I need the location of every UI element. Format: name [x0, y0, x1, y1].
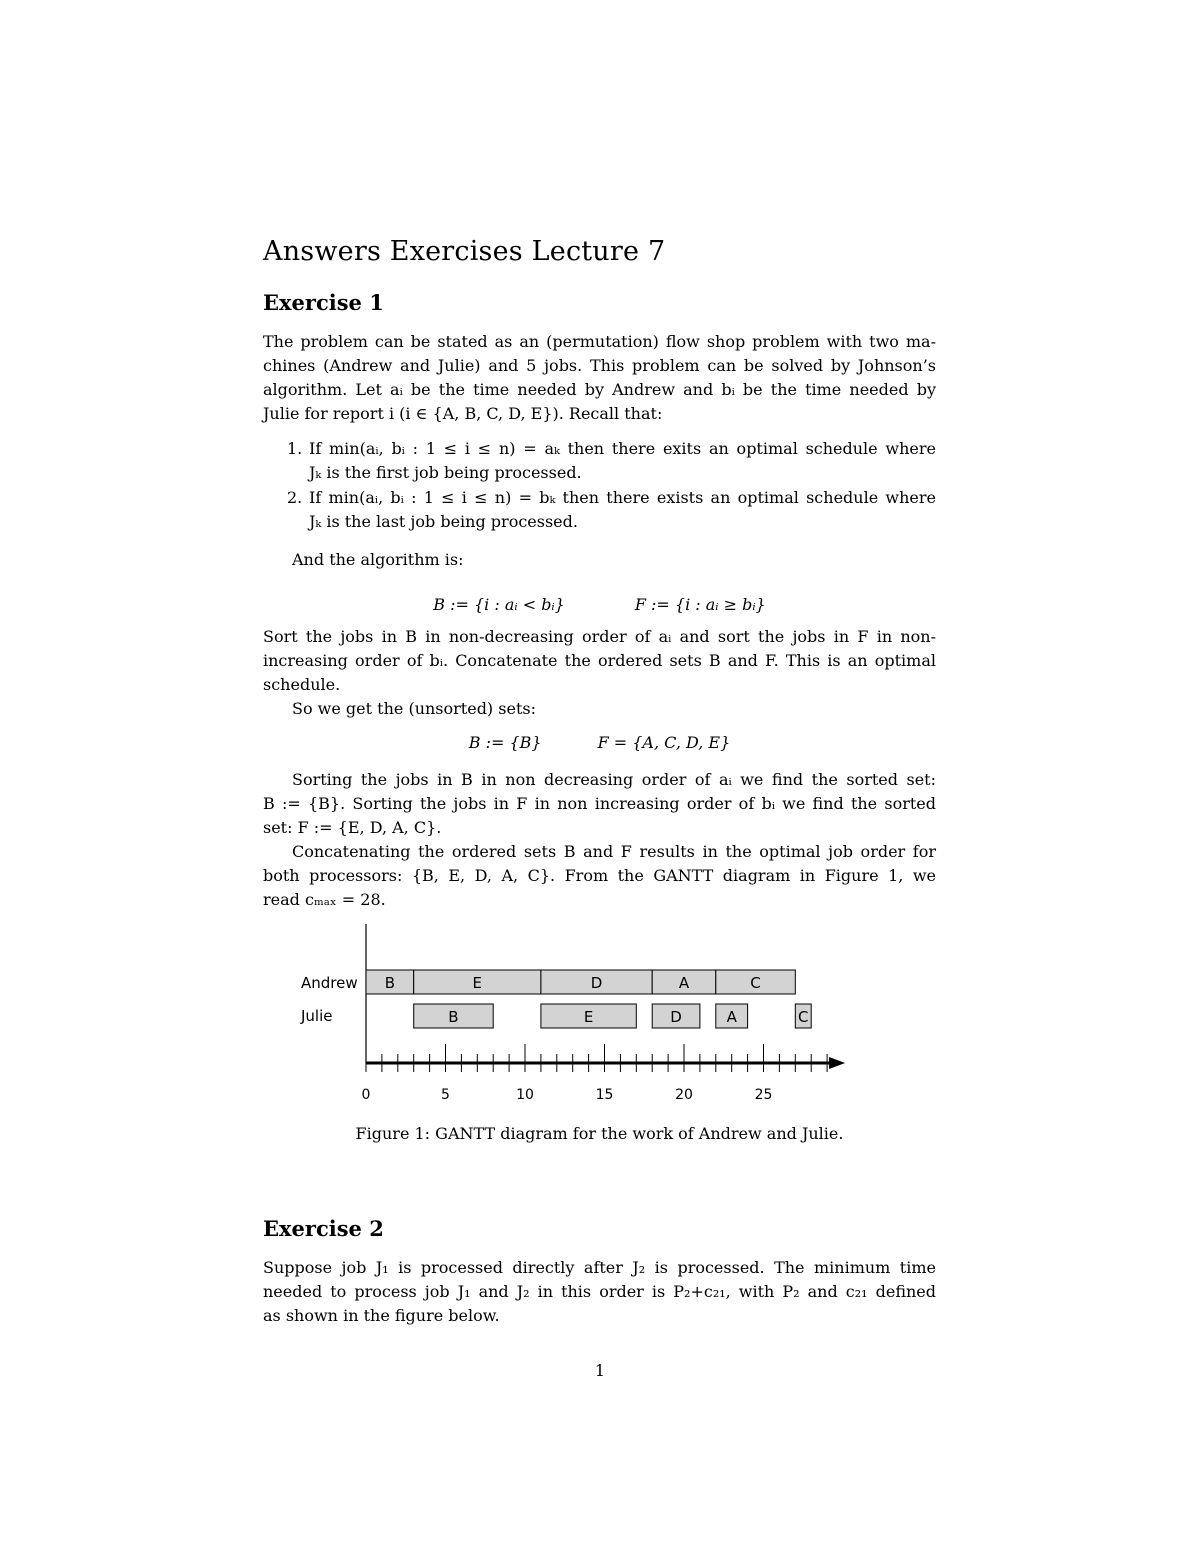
exercise-1-intro-line-1: The problem can be stated as an (permutation) flow shop problem with two ma-: [263, 332, 936, 351]
algorithm-intro: And the algorithm is:: [292, 550, 464, 569]
figure-caption: Figure 1: GANTT diagram for the work of Andrew and Julie.: [355, 1124, 844, 1143]
bar-label: A: [678, 974, 690, 992]
tick-label: 20: [675, 1087, 693, 1103]
sort-line-3: schedule.: [263, 675, 341, 694]
bar-label: B: [448, 1008, 459, 1026]
exercise-1-intro-line-4: Julie for report i (i ∈ {A, B, C, D, E}). Recall that:: [263, 404, 663, 423]
exercise-2-line-1: Suppose job J₁ is processed directly after J₂ is processed. The minimum time: [263, 1258, 936, 1277]
list-item-line: If min(aᵢ, bᵢ : 1 ≤ i ≤ n) = bₖ then there exists an optimal schedule where: [309, 488, 936, 507]
page-number: 1: [594, 1361, 606, 1380]
bar-label: D: [670, 1008, 682, 1026]
bar-label: C: [750, 974, 761, 992]
tick-label: 0: [361, 1087, 371, 1103]
bar-label: A: [726, 1008, 737, 1026]
exercise-2-heading: Exercise 2: [263, 1216, 384, 1241]
concat-line-1: Concatenating the ordered sets B and F results in the optimal job order for: [292, 842, 936, 861]
exercise-2-line-2: needed to process job J₁ and J₂ in this order is P₂+c₂₁, with P₂ and c₂₁ defined: [263, 1282, 936, 1301]
exercise-1-intro-line-3: algorithm. Let aᵢ be the time needed by Andrew and bᵢ be the time needed by: [263, 380, 936, 399]
sorting-line-1: Sorting the jobs in B in non decreasing order of aᵢ we find the sorted set:: [292, 770, 936, 789]
row-label: Julie: [301, 1007, 333, 1025]
x-axis-arrow: [829, 1057, 845, 1069]
formula-b: B := {i : aᵢ < bᵢ}: [433, 595, 565, 614]
list-item-line: Jₖ is the last job being processed.: [309, 512, 578, 531]
unsorted-intro: So we get the (unsorted) sets:: [292, 699, 536, 718]
tick-label: 10: [516, 1087, 534, 1103]
exercise-1-heading: Exercise 1: [263, 290, 384, 315]
concat-line-2: both processors: {B, E, D, A, C}. From the GANTT diagram in Figure 1, we: [263, 866, 936, 885]
sort-line-2: increasing order of bᵢ. Concatenate the ordered sets B and F. This is an optimal: [263, 651, 936, 670]
list-item-line: Jₖ is the first job being processed.: [309, 463, 582, 482]
exercise-1-intro-line-2: chines (Andrew and Julie) and 5 jobs. This problem can be solved by Johnson’s: [263, 356, 936, 375]
list-item-number: 1.: [287, 439, 303, 458]
list-item-line: If min(aᵢ, bᵢ : 1 ≤ i ≤ n) = aₖ then there exits an optimal schedule where: [309, 439, 936, 458]
bar-label: E: [472, 974, 483, 992]
bar-label: B: [384, 974, 395, 992]
set-f: F = {A, C, D, E}: [597, 733, 731, 752]
set-b: B := {B}: [468, 733, 542, 752]
sorting-line-2: B := {B}. Sorting the jobs in F in non increasing order of bᵢ we find the sorted: [263, 794, 936, 813]
sorting-line-3: set: F := {E, D, A, C}.: [263, 818, 442, 837]
bar-label: C: [798, 1008, 809, 1026]
bar-label: E: [583, 1008, 594, 1026]
exercise-2-line-3: as shown in the figure below.: [263, 1306, 500, 1325]
formula-f: F := {i : aᵢ ≥ bᵢ}: [634, 595, 766, 614]
bar-label: D: [590, 974, 603, 992]
page-title: Answers Exercises Lecture 7: [263, 236, 666, 267]
sort-line-1: Sort the jobs in B in non-decreasing order of aᵢ and sort the jobs in F in non-: [263, 627, 936, 646]
concat-line-3: read cₘₐₓ = 28.: [263, 890, 386, 909]
tick-label: 25: [754, 1087, 773, 1103]
tick-label: 5: [441, 1087, 450, 1103]
tick-label: 15: [595, 1087, 614, 1103]
list-item-number: 2.: [287, 488, 303, 507]
row-label: Andrew: [301, 974, 358, 992]
